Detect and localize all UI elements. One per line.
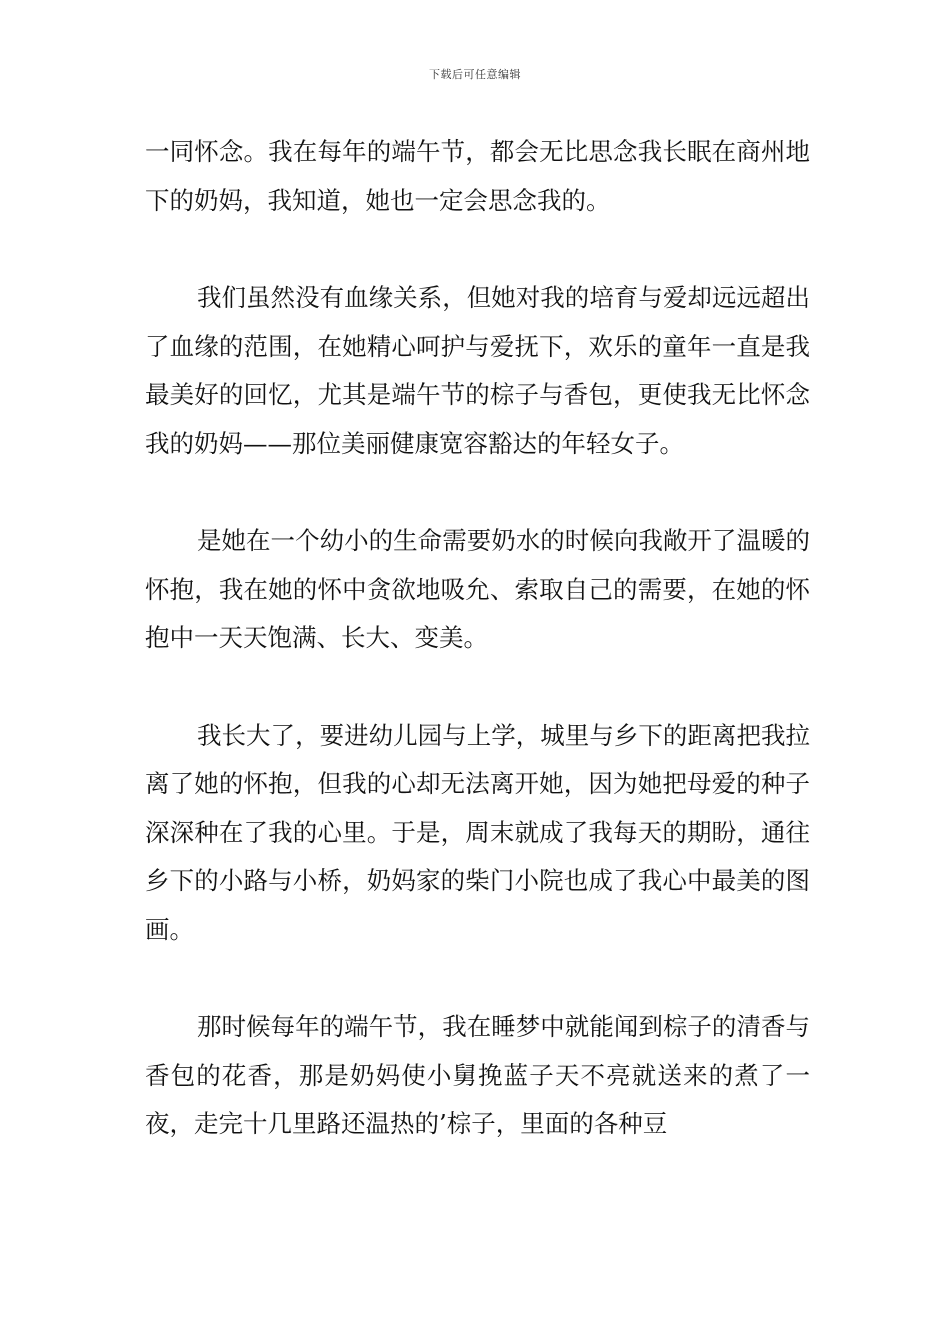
page-header-note: 下载后可任意编辑 bbox=[429, 68, 521, 81]
paragraph-4: 我长大了，要进幼儿园与上学，城里与乡下的距离把我拉离了她的怀抱，但我的心却无法离开她，因为她把母爱的种子深深种在了我的心里。于是，周末就成了我每天的期盼，通往乡下的小路与小桥，奶妈家的柴门小院也成了我心中最美的图画。 bbox=[145, 720, 810, 944]
paragraph-1: 一同怀念。我在每年的端午节，都会无比思念我长眠在商州地下的奶妈，我知道，她也一定会思念我的。 bbox=[145, 137, 810, 215]
paragraph-5: 那时候每年的端午节，我在睡梦中就能闻到棕子的清香与香包的花香，那是奶妈使小舅挽蓝子天不亮就送来的煮了一夜，走完十几里路还温热的’棕子，里面的各种豆 bbox=[145, 1012, 810, 1138]
document-body bbox=[145, 128, 810, 1198]
paragraph-2: 我们虽然没有血缘关系，但她对我的培育与爱却远远超出了血缘的范围，在她精心呵护与爱抚下，欢乐的童年一直是我最美好的回忆，尤其是端午节的棕子与香包，更使我无比怀念我的奶妈——那位美丽健康宽容豁达的年轻女子。 bbox=[145, 283, 810, 458]
paragraph-3: 是她在一个幼小的生命需要奶水的时候向我敞开了温暖的怀抱，我在她的怀中贪欲地吸允、索取自己的需要，在她的怀抱中一天天饱满、长大、变美。 bbox=[145, 526, 810, 652]
